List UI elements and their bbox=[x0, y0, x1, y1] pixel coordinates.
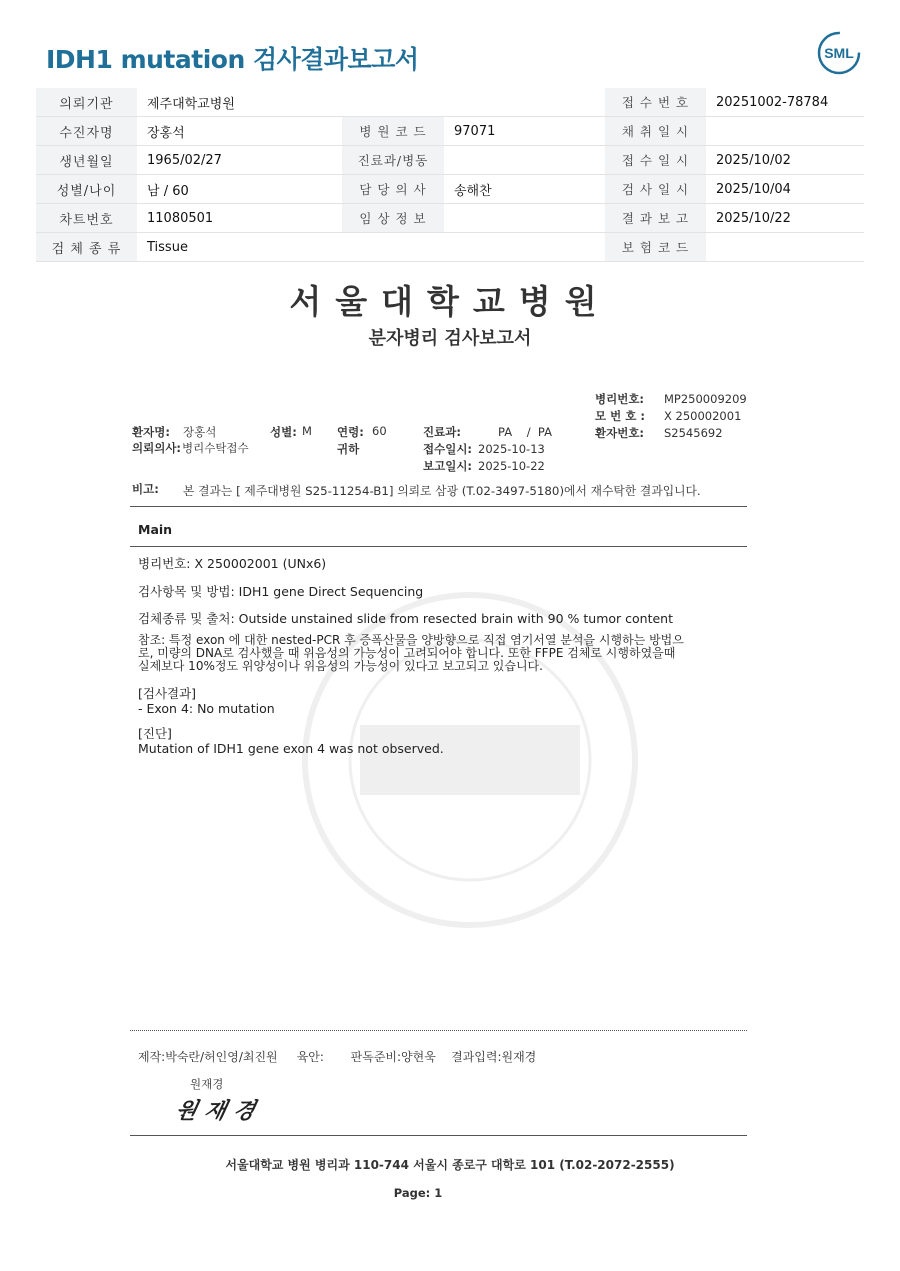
page-number: Page: 1 bbox=[393, 1186, 443, 1200]
age: 60 bbox=[372, 424, 387, 438]
header-label: 담 당 의 사 bbox=[342, 175, 444, 204]
divider bbox=[130, 506, 747, 507]
reported-label: 보고일시: bbox=[423, 459, 473, 473]
hospital-address-footer: 서울대학교 병원 병리과 110-744 서울시 종로구 대학로 101 (T.02-2072-2555) bbox=[225, 1158, 675, 1172]
result-heading: [검사결과] bbox=[138, 686, 197, 701]
dept-label: 진료과: bbox=[423, 425, 461, 439]
header-value bbox=[444, 204, 605, 233]
header-label: 진료과/병동 bbox=[342, 146, 444, 175]
patient-id-label: 환자번호: bbox=[595, 426, 645, 440]
header-value: 2025/10/02 bbox=[706, 146, 864, 175]
sex: M bbox=[302, 424, 312, 438]
header-value: 장홍석 bbox=[137, 117, 342, 146]
age-label: 연령: bbox=[337, 425, 364, 439]
mother-no-label: 모 번 호 : bbox=[595, 409, 645, 423]
header-value: 제주대학교병원 bbox=[137, 88, 342, 117]
header-label: 의뢰기관 bbox=[36, 88, 137, 117]
header-value: 송해찬 bbox=[444, 175, 605, 204]
divider bbox=[130, 1135, 747, 1136]
header-value: 20251002-78784 bbox=[706, 88, 864, 117]
report-subtitle: 분자병리 검사보고서 bbox=[368, 328, 532, 349]
header-row bbox=[36, 204, 864, 233]
path-no: MP250009209 bbox=[664, 392, 747, 406]
ref-doctor-label: 의뢰의사: bbox=[132, 441, 182, 455]
header-value: Tissue bbox=[137, 233, 342, 262]
header-value bbox=[444, 88, 605, 117]
reported-date: 2025-10-22 bbox=[478, 459, 545, 473]
diagnosis-block bbox=[138, 726, 444, 756]
header-value: 97071 bbox=[444, 117, 605, 146]
ref-doctor: 병리수탁접수 bbox=[182, 441, 249, 455]
specimen-line: 검체종류 및 출처: Outside unstained slide from resected brain with 90 % tumor content bbox=[138, 611, 674, 626]
logo-text: SML bbox=[824, 45, 854, 61]
sex-label: 성별: bbox=[270, 425, 297, 439]
sml-logo bbox=[816, 30, 862, 76]
header-row bbox=[36, 88, 864, 117]
divider bbox=[130, 546, 747, 547]
report-title: IDH1 mutation 검사결과보고서 bbox=[46, 45, 419, 74]
result-block bbox=[138, 686, 275, 716]
patient-id: S2545692 bbox=[664, 426, 723, 440]
dotted-divider bbox=[130, 1030, 747, 1031]
header-value: 1965/02/27 bbox=[137, 146, 342, 175]
diagnosis-text: Mutation of IDH1 gene exon 4 was not observed. bbox=[138, 741, 444, 756]
header-label: 차트번호 bbox=[36, 204, 137, 233]
header-label: 채 취 일 시 bbox=[605, 117, 706, 146]
patient-name: 장홍석 bbox=[183, 425, 217, 439]
reference-line: 참조: 특정 exon 에 대한 nested-PCR 후 증폭산물을 양방향으로 직접 염기서열 분석을 시행하는 방법으 bbox=[138, 633, 684, 647]
header-label: 접 수 일 시 bbox=[605, 146, 706, 175]
header-label: 임 상 정 보 bbox=[342, 204, 444, 233]
header-label bbox=[342, 88, 444, 117]
note-text: 본 결과는 [ 제주대병원 S25-11254-B1] 의뢰로 삼광 (T.02-3497-5180)에서 재수탁한 결과입니다. bbox=[183, 484, 701, 498]
header-label: 검 체 종 류 bbox=[36, 233, 137, 262]
header-info-table bbox=[36, 88, 864, 262]
dept: PA / PA bbox=[498, 425, 552, 439]
mother-no: X 250002001 bbox=[664, 409, 742, 423]
signer-name: 원재경 bbox=[190, 1077, 224, 1091]
diagnosis-heading: [진단] bbox=[138, 726, 172, 741]
patient-name-label: 환자명: bbox=[132, 425, 170, 439]
header-label: 검 사 일 시 bbox=[605, 175, 706, 204]
header-row bbox=[36, 175, 864, 204]
test-method-line: 검사항목 및 방법: IDH1 gene Direct Sequencing bbox=[138, 584, 424, 599]
header-value: 2025/10/22 bbox=[706, 204, 864, 233]
hospital-name: 서울대학교병원 bbox=[289, 282, 611, 321]
note-label: 비고: bbox=[132, 482, 159, 496]
reference-note bbox=[138, 634, 684, 673]
reference-line: 로, 미량의 DNA로 검사했을 때 위음성의 가능성이 고려되어야 합니다. 또한 FFPE 검체로 시행하였을때 bbox=[138, 646, 676, 660]
header-label: 결 과 보 고 bbox=[605, 204, 706, 233]
header-row bbox=[36, 146, 864, 175]
section-title: Main bbox=[138, 522, 173, 537]
received-date: 2025-10-13 bbox=[478, 442, 545, 456]
reference-line: 실제보다 10%정도 위양성이나 위음성의 가능성이 있다고 보고되고 있습니다. bbox=[138, 659, 543, 673]
header-label: 보 험 코 드 bbox=[605, 233, 706, 262]
pathology-number-line: 병리번호: X 250002001 (UNx6) bbox=[138, 556, 327, 571]
header-label: 병 원 코 드 bbox=[342, 117, 444, 146]
recipient: 귀하 bbox=[337, 442, 360, 456]
header-value bbox=[706, 233, 864, 262]
header-label: 수진자명 bbox=[36, 117, 137, 146]
header-label bbox=[342, 233, 444, 262]
path-no-label: 병리번호: bbox=[595, 392, 645, 406]
header-label: 접 수 번 호 bbox=[605, 88, 706, 117]
header-label: 성별/나이 bbox=[36, 175, 137, 204]
header-value bbox=[444, 233, 605, 262]
result-text: - Exon 4: No mutation bbox=[138, 701, 275, 716]
header-value: 2025/10/04 bbox=[706, 175, 864, 204]
header-label: 생년월일 bbox=[36, 146, 137, 175]
staff-line: 제작:박숙란/허인영/최진원 육안: 판독준비:양현욱 결과입력:원재경 bbox=[138, 1050, 537, 1064]
header-value bbox=[706, 117, 864, 146]
header-value: 11080501 bbox=[137, 204, 342, 233]
received-label: 접수일시: bbox=[423, 442, 473, 456]
signature: 원 재 경 bbox=[172, 1098, 258, 1124]
header-row bbox=[36, 233, 864, 262]
header-row bbox=[36, 117, 864, 146]
header-value: 남 / 60 bbox=[137, 175, 342, 204]
header-value bbox=[444, 146, 605, 175]
